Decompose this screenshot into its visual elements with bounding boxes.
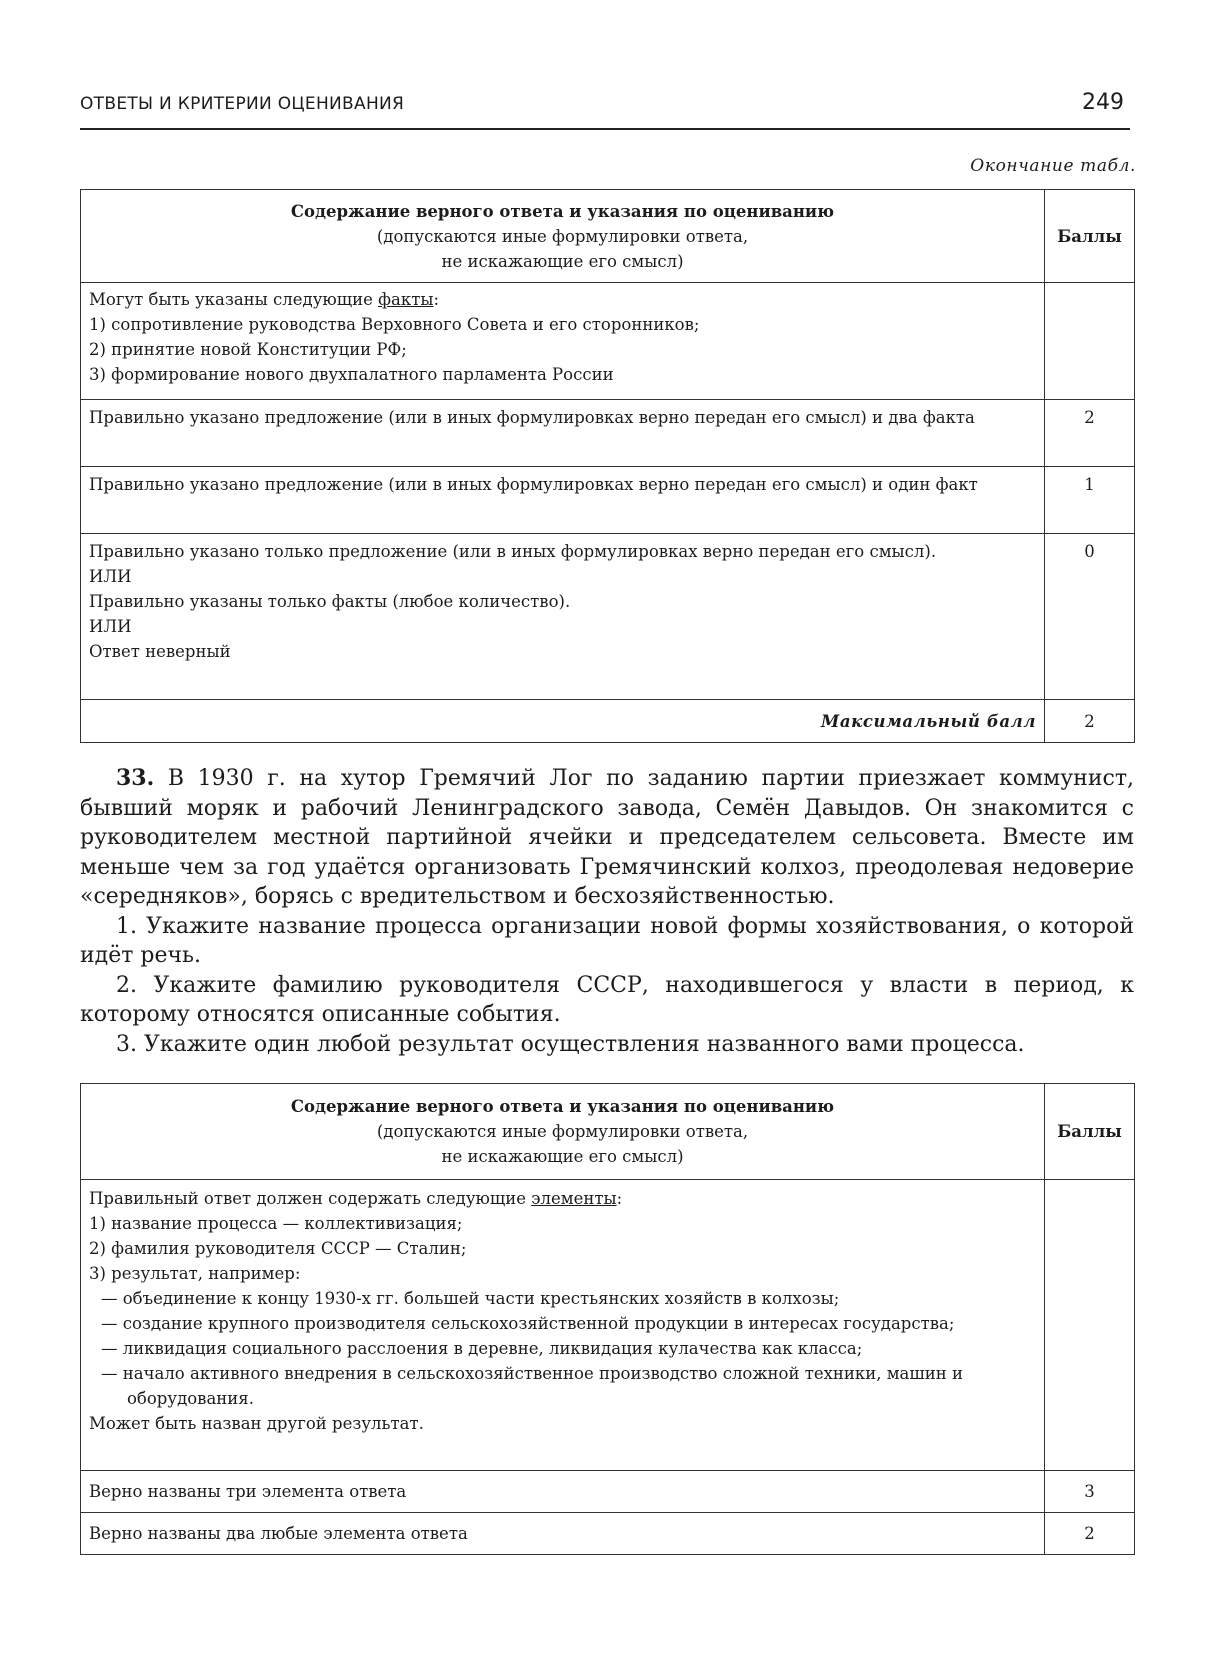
table-row (81, 1471, 1135, 1513)
criterion-text: Правильно указано предложение (или в иных формулировках верно передан его смысл) и два факта (81, 400, 1045, 467)
facts-intro: Могут быть указаны следующие факты: (89, 290, 440, 309)
answer-elements-row (81, 1180, 1135, 1471)
criterion-text: Верно названы два любые элемента ответа (81, 1513, 1045, 1555)
max-score-value: 2 (1045, 700, 1135, 743)
facts-row (81, 283, 1135, 400)
score-value: 0 (1045, 534, 1135, 700)
result-bullet: — ликвидация социального расслоения в деревне, ликвидация кулачества как класса; (101, 1339, 863, 1358)
answer-elements-cell (81, 1180, 1045, 1471)
result-bullet: — начало активного внедрения в сельскохозяйственное производство сложной техники, машин и оборудования. (101, 1364, 963, 1408)
list-item: 3) формирование нового двухпалатного парламента России (89, 365, 614, 384)
list-item: 1) название процесса — коллективизация; (89, 1214, 463, 1233)
criteria-table-2 (80, 1083, 1135, 1555)
score-cell-empty (1045, 1180, 1135, 1471)
zero-score-row (81, 534, 1135, 700)
task-33 (80, 764, 1134, 1059)
list-item: 2) принятие новой Конституции РФ; (89, 340, 407, 359)
running-header (80, 90, 1130, 130)
task-number: 33. (116, 765, 155, 791)
answer-intro: Правильный ответ должен содержать следующие элементы: (89, 1189, 623, 1208)
table-header-row (81, 190, 1135, 283)
score-cell-empty (1045, 283, 1135, 400)
score-header: Баллы (1045, 1084, 1135, 1180)
result-bullet: — создание крупного производителя сельскохозяйственной продукции в интересах государства; (101, 1314, 955, 1333)
content-header: Содержание верного ответа и указания по оцениванию (допускаются иные формулировки ответа, не искажающие его смысл) (81, 190, 1045, 283)
table-row (81, 1513, 1135, 1555)
list-item: 1) сопротивление руководства Верховного Совета и его сторонников; (89, 315, 700, 334)
max-score-row (81, 700, 1135, 743)
content-header: Содержание верного ответа и указания по оцениванию (допускаются иные формулировки ответа, не искажающие его смысл) (81, 1084, 1045, 1180)
score-value: 1 (1045, 467, 1135, 534)
section-title: ОТВЕТЫ И КРИТЕРИИ ОЦЕНИВАНИЯ (80, 94, 405, 114)
facts-cell (81, 283, 1045, 400)
closing-note: Может быть назван другой результат. (89, 1414, 424, 1433)
question-3: 3. Укажите один любой результат осуществления названного вами процесса. (116, 1031, 1025, 1057)
criterion-text: Верно названы три элемента ответа (81, 1471, 1045, 1513)
score-value: 2 (1045, 1513, 1135, 1555)
zero-criteria-cell: Правильно указано только предложение (или в иных формулировках верно передан его смысл). ИЛИ Правильно указаны только факты (любое количество). ИЛИ Ответ неверный (81, 534, 1045, 700)
table-header-row (81, 1084, 1135, 1180)
score-value: 2 (1045, 400, 1135, 467)
question-1: 1. Укажите название процесса организации новой формы хозяйствования, о которой идёт речь. (80, 913, 1134, 968)
score-value: 3 (1045, 1471, 1135, 1513)
question-2: 2. Укажите фамилию руководителя СССР, находившегося у власти в период, к которому относятся описанные события. (80, 972, 1134, 1027)
list-item: 2) фамилия руководителя СССР — Сталин; (89, 1239, 467, 1258)
max-score-label: Максимальный балл (81, 700, 1045, 743)
table-continuation-note: Окончание табл. (970, 156, 1136, 176)
list-item: 3) результат, например: (89, 1264, 301, 1283)
page-number: 249 (1082, 90, 1124, 115)
criterion-text: Правильно указано предложение (или в иных формулировках верно передан его смысл) и один факт (81, 467, 1045, 534)
result-bullet: — объединение к концу 1930-х гг. большей части крестьянских хозяйств в колхозы; (101, 1289, 840, 1308)
table-row (81, 467, 1135, 534)
score-header: Баллы (1045, 190, 1135, 283)
criteria-table-1 (80, 189, 1135, 743)
task-statement: 33. В 1930 г. на хутор Гремячий Лог по заданию партии приезжает коммунист, бывший моряк и рабочий Ленинградского завода, Семён Давыдов. Он знакомится с руководителем местной партийной ячейки и председателем сельсовета. Вместе им меньше чем за год удаётся организовать Гремячинский колхоз, преодолевая недоверие «середняков», борясь с вредительством и бесхозяйственностью. (80, 765, 1134, 909)
table-row (81, 400, 1135, 467)
